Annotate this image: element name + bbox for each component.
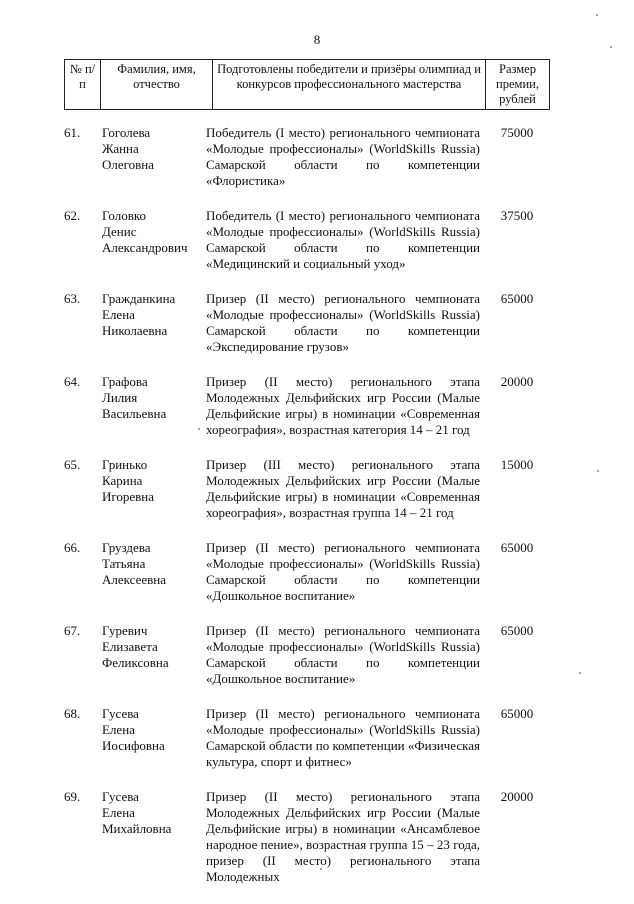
table-row bbox=[64, 540, 554, 604]
row-name: Гоголева Жанна Олеговна bbox=[102, 125, 155, 172]
row-description: Призер (II место) регионального этапа Молодежных Дельфийских игр России (Малые Дельфийские игры) в номинации «Ансамблевое народное пение», возрастная группа 15 – 23 года, призер (II место) регионального этапа Молодежных bbox=[206, 789, 480, 884]
row-number: 66. bbox=[64, 540, 81, 555]
row-amount: 20000 bbox=[500, 789, 534, 804]
row-amount: 37500 bbox=[500, 208, 534, 223]
table-row bbox=[64, 623, 554, 687]
row-description: Победитель (I место) регионального чемпионата «Молодые профессионалы» (WorldSkills Russia) Самарской области по компетенции «Флористика» bbox=[206, 125, 480, 188]
row-description: Победитель (I место) регионального чемпионата «Молодые профессионалы» (WorldSkills Russia) Самарской области по компетенции «Медицинский и социальный уход» bbox=[206, 208, 480, 271]
row-description: Призер (II место) регионального чемпионата «Молодые профессионалы» (WorldSkills Russia) Самарской области по компетенции «Дошкольное воспитание» bbox=[206, 623, 480, 686]
row-amount: 15000 bbox=[500, 457, 534, 472]
scan-speck bbox=[579, 672, 581, 674]
row-name: Гусева Елена Михайловна bbox=[102, 789, 172, 836]
row-name: Гусева Елена Иосифовна bbox=[102, 706, 165, 753]
scan-speck bbox=[596, 14, 598, 16]
row-amount: 20000 bbox=[500, 374, 534, 389]
row-name: Гражданкина Елена Николаевна bbox=[102, 291, 176, 338]
table-row bbox=[64, 291, 554, 355]
page-number: 8 bbox=[313, 32, 321, 47]
award-list bbox=[64, 125, 554, 904]
table-row bbox=[64, 125, 554, 189]
row-amount: 65000 bbox=[500, 623, 534, 638]
table-row bbox=[64, 706, 554, 770]
row-description: Призер (II место) регионального этапа Молодежных Дельфийских игр России (Малые Дельфийские игры) в номинации «Современная хореография», возрастная категория 14 – 21 год bbox=[206, 374, 480, 437]
row-description: Призер (II место) регионального чемпионата «Молодые профессионалы» (WorldSkills Russia) Самарской области по компетенции «Дошкольное воспитание» bbox=[206, 540, 480, 603]
header-amount: Размер премии, рублей bbox=[486, 60, 550, 110]
row-name: Головко Денис Александрович bbox=[102, 208, 188, 255]
scan-speck bbox=[320, 868, 322, 870]
scan-speck bbox=[610, 46, 612, 48]
row-number: 65. bbox=[64, 457, 81, 472]
row-name: Груздева Татьяна Алексеевна bbox=[102, 540, 166, 587]
row-number: 63. bbox=[64, 291, 81, 306]
table-row bbox=[64, 457, 554, 521]
table-row bbox=[64, 789, 554, 885]
row-amount: 65000 bbox=[500, 706, 534, 721]
row-amount: 65000 bbox=[500, 291, 534, 306]
row-number: 61. bbox=[64, 125, 81, 140]
row-number: 64. bbox=[64, 374, 81, 389]
row-number: 69. bbox=[64, 789, 81, 804]
header-num: № п/п bbox=[65, 60, 101, 110]
row-description: Призер (II место) регионального чемпионата «Молодые профессионалы» (WorldSkills Russia) Самарской области по компетенции «Экспедирование грузов» bbox=[206, 291, 480, 354]
row-description: Призер (III место) регионального этапа Молодежных Дельфийских игр России (Малые Дельфийские игры) в номинации «Современная хореография», возрастная группа 14 – 21 год bbox=[206, 457, 480, 520]
scan-speck bbox=[198, 428, 200, 430]
table-row bbox=[64, 374, 554, 438]
row-number: 67. bbox=[64, 623, 81, 638]
row-name: Графова Лилия Васильевна bbox=[102, 374, 167, 421]
row-name: Гринько Карина Игоревна bbox=[102, 457, 155, 504]
scan-speck bbox=[597, 470, 599, 472]
row-amount: 75000 bbox=[500, 125, 534, 140]
header-name: Фамилия, имя, отчество bbox=[101, 60, 213, 110]
row-number: 62. bbox=[64, 208, 81, 223]
row-name: Гуревич Елизавета Феликсовна bbox=[102, 623, 169, 670]
table-row bbox=[64, 208, 554, 272]
row-amount: 65000 bbox=[500, 540, 534, 555]
table-header bbox=[64, 59, 550, 110]
header-description: Подготовлены победители и призёры олимпиад и конкурсов профессионального мастерства bbox=[213, 60, 486, 110]
row-description: Призер (II место) регионального чемпионата «Молодые профессионалы» (WorldSkills Russia) Самарской области по компетенции «Физическая культура, спорт и фитнес» bbox=[206, 706, 480, 769]
row-number: 68. bbox=[64, 706, 81, 721]
